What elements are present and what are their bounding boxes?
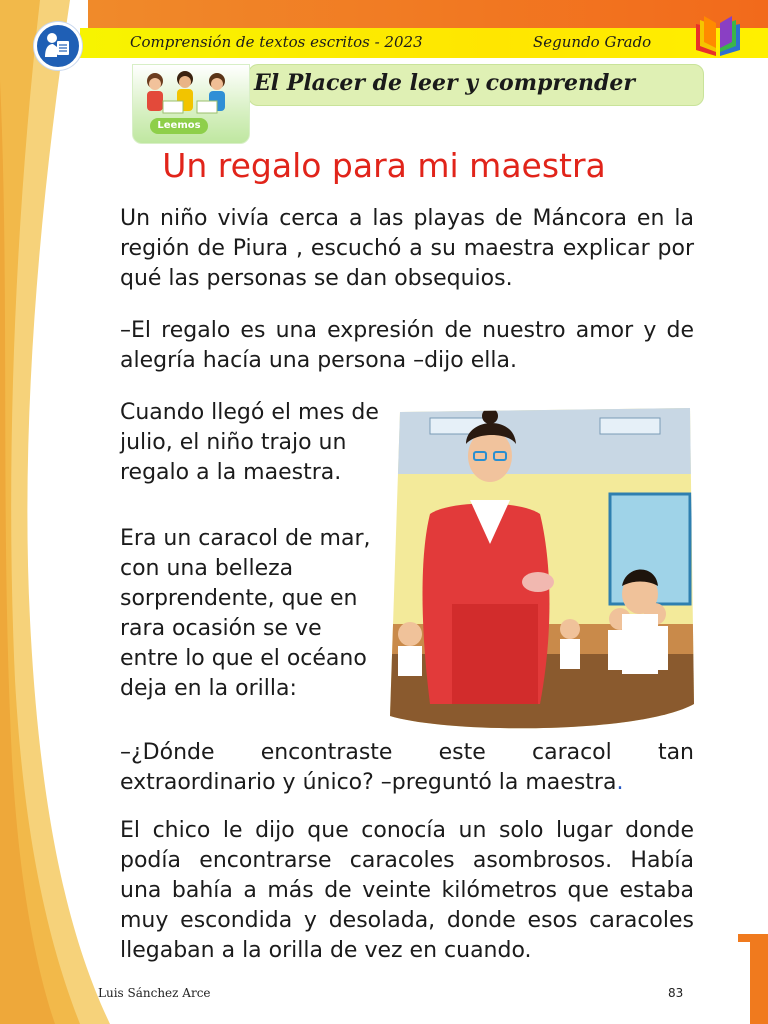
header-orange-band (88, 0, 768, 28)
open-book-icon (692, 14, 744, 58)
paragraph-3: Cuando llegó el mes de julio, el niño trajo un regalo a la maestra. (120, 400, 379, 485)
footer-author: Luis Sánchez Arce (98, 986, 211, 1000)
paragraph-5-text: –¿Dónde encontraste este caracol tan extraordinario y único? –preguntó la maestra (120, 740, 694, 795)
teacher-classroom-illustration (390, 404, 698, 730)
leemos-badge: Leemos (150, 118, 208, 134)
story-title: Un regalo para mi maestra (162, 146, 606, 185)
paragraph-5 (120, 738, 694, 798)
paragraph-5-end: . (616, 770, 624, 795)
page-number: 83 (668, 986, 684, 1000)
header-grade: Segundo Grado (533, 33, 652, 51)
paragraph-4: Era un caracol de mar, con una belleza sorprendente, que en rara ocasión se ve entre lo que el océano deja en la orilla: (120, 526, 371, 701)
reading-person-icon (34, 22, 82, 70)
footer-corner-decoration (738, 934, 768, 1024)
header-title: Comprensión de textos escritos - 2023 (130, 33, 423, 51)
paragraph-1: Un niño vivía cerca a las playas de Máncora en la región de Piura , escuchó a su maestra explicar por qué las personas se dan obsequios. (120, 206, 694, 291)
paragraph-6: El chico le dijo que conocía un solo lugar donde podía encontrarse caracoles asombrosos. Había una bahía a más de veinte kilómetros que estaba muy escondida y desolada, donde esos caracoles llegaban a la orilla de vez en cuando. (120, 818, 694, 963)
paragraph-2: –El regalo es una expresión de nuestro amor y de alegría hacía una persona –dijo ella. (120, 318, 694, 373)
section-title: El Placer de leer y comprender (254, 70, 635, 96)
